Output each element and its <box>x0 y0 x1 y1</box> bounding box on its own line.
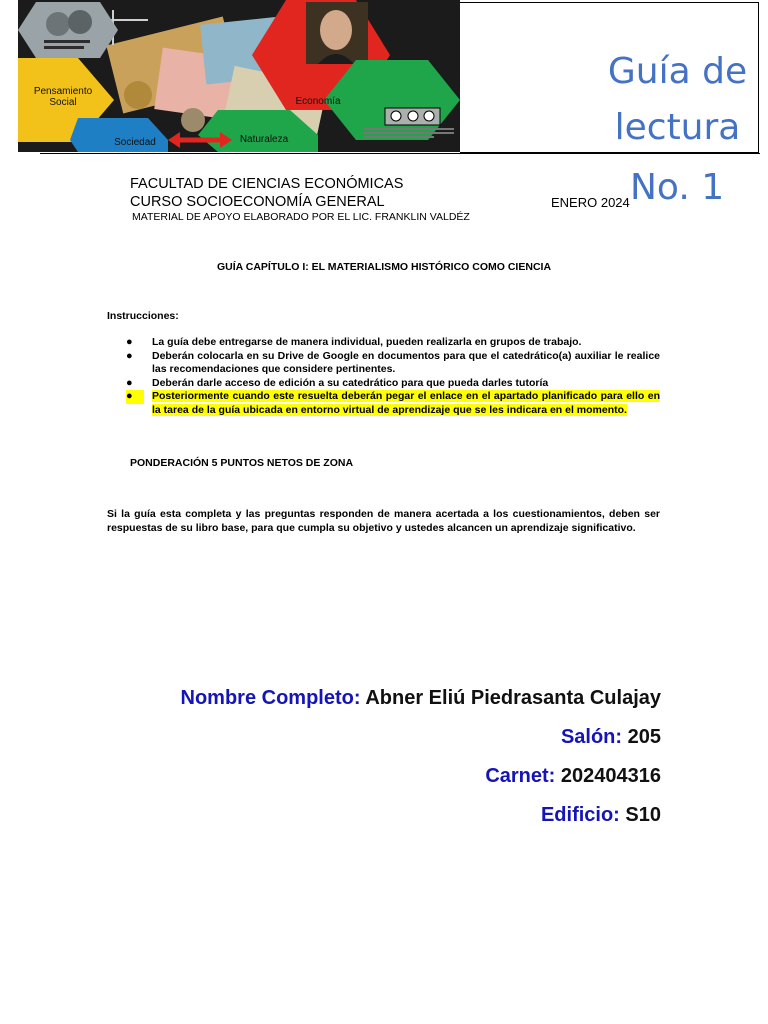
student-name-label: Nombre Completo: <box>180 687 361 709</box>
guide-number: No. 1 <box>630 167 725 208</box>
bullet-icon: ● <box>126 376 133 389</box>
bullet-icon: ● <box>126 336 133 348</box>
bullet-icon: ● <box>126 349 133 362</box>
document-date: ENERO 2024 <box>551 195 630 210</box>
student-building-row <box>541 803 661 827</box>
course-name: CURSO SOCIOECONOMÍA GENERAL <box>130 194 385 210</box>
instruction-text: Deberán colocarla en su Drive de Google en documentos para que el catedrático(a) auxiliar le realice las recomendaciones que considere pertinentes. <box>152 349 660 375</box>
student-name-value: Abner Eliú Piedrasanta Culajay <box>365 687 661 709</box>
student-building-label: Edificio: <box>540 804 620 826</box>
header-banner <box>18 0 460 152</box>
list-item <box>126 336 660 350</box>
instructions-list <box>126 336 660 417</box>
hex-label-social-thought: Pensamiento Social <box>33 86 93 108</box>
student-carnet-label: Carnet: <box>485 765 556 787</box>
guide-title: Guía de lectura <box>607 51 748 148</box>
student-carnet-row <box>485 764 661 788</box>
student-room-row <box>561 725 661 749</box>
hex-label-society: Sociedad <box>114 137 156 148</box>
student-room-value: 205 <box>627 726 661 748</box>
student-building-value: S10 <box>625 804 661 826</box>
instruction-text: La guía debe entregarse de manera individual, pueden realizarla en grupos de trabajo. <box>152 336 582 348</box>
hex-label-nature: Naturaleza <box>239 134 289 145</box>
instructions-heading: Instrucciones: <box>107 310 179 322</box>
instruction-text: Deberán darle acceso de edición a su catedrático para que pueda darles tutoría <box>152 376 549 389</box>
weighting-heading: PONDERACIÓN 5 PUNTOS NETOS DE ZONA <box>130 457 354 469</box>
bullet-icon: ● <box>126 390 144 404</box>
student-room-label: Salón: <box>560 726 623 748</box>
student-name-row <box>181 686 661 710</box>
chapter-title: GUÍA CAPÍTULO I: EL MATERIALISMO HISTÓRICO COMO CIENCIA <box>216 261 552 273</box>
faculty-name: FACULTAD DE CIENCIAS ECONÓMICAS <box>130 176 404 192</box>
banner-artwork <box>18 0 460 152</box>
list-item <box>126 377 660 391</box>
material-credit: MATERIAL DE APOYO ELABORADO POR EL LIC. FRANKLIN VALDÉZ <box>132 211 470 223</box>
list-item <box>126 350 660 377</box>
instruction-highlight-text: en la tarea de la guía ubicada en entorno virtual de aprendizaje que se les indicara en el momento. <box>152 390 660 416</box>
list-item <box>126 390 660 417</box>
student-carnet-value: 202404316 <box>560 765 661 787</box>
completion-note: Si la guía esta completa y las preguntas responden de manera acertada a los cuestionamientos, deben ser respuestas de su libro base, para que cumpla su objetivo y ustedes alcancen un aprendizaje significativo. <box>107 508 660 534</box>
instruction-text: Posteriormente cuando este resuelta deberán pegar el enlace en el apartado planificado para ello <box>152 390 648 402</box>
hex-label-economy: Economía <box>295 96 341 107</box>
